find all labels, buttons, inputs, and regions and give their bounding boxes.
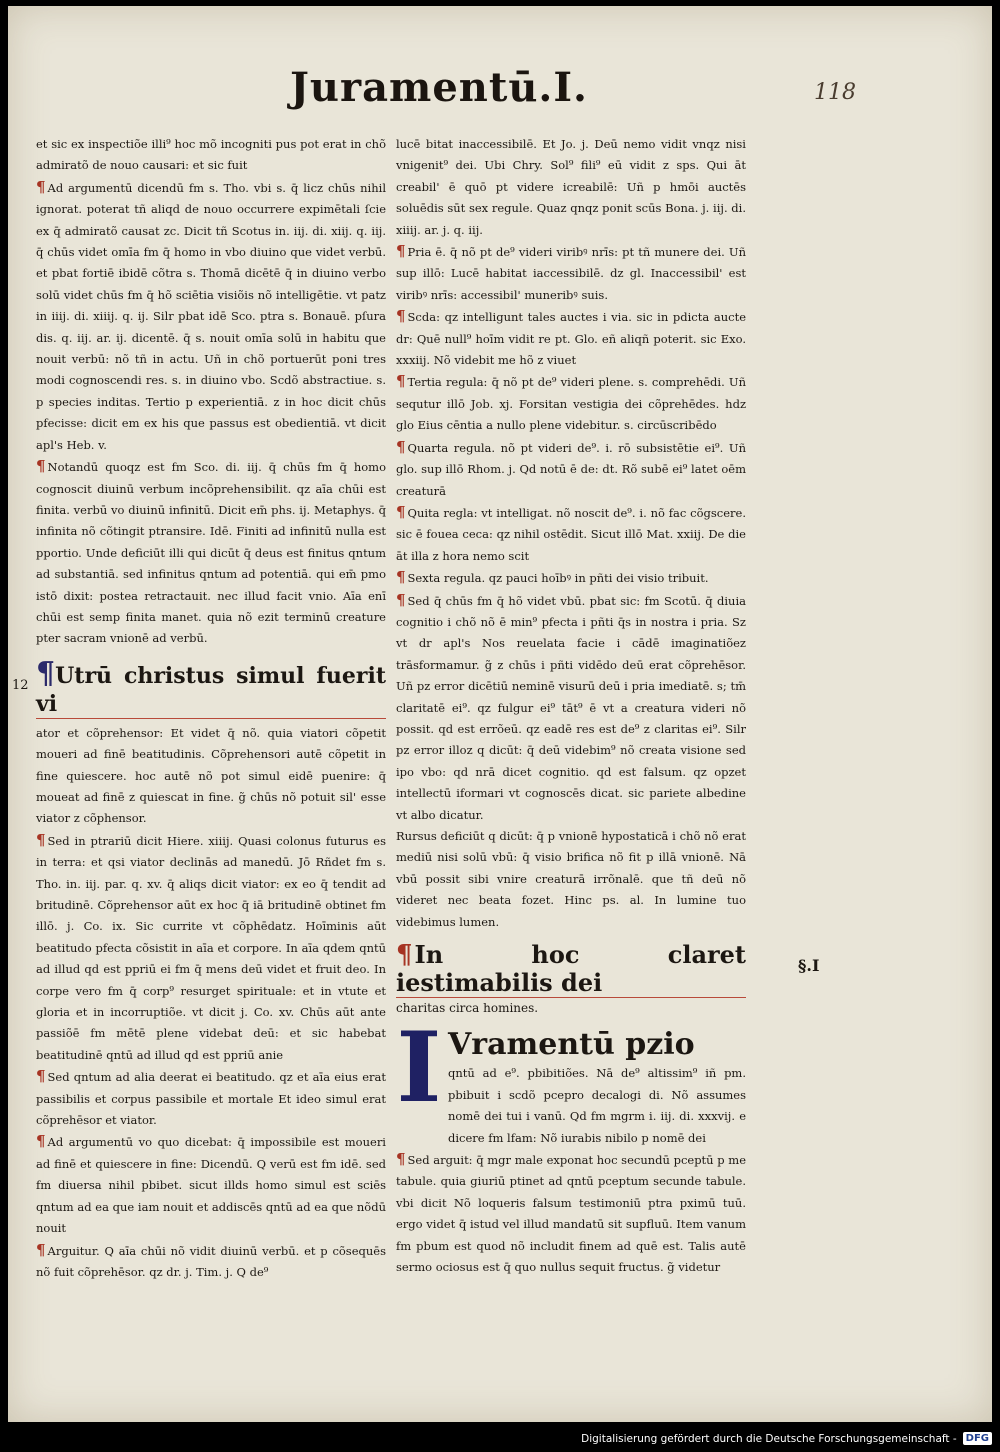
paragraph: ¶ Sed arguit: q̄ mgr male exponat hoc secundū pceptū p me tabule. quia giuriū ptinet ad qntū pceptum secunde tabule. vbi dicit Nõ loqueris falsum testimoniū ptra pximū tuū. ergo videt q̄ istud vel illud mandatū sit supfluū. Item vanum fm pbum est quod nõ includit finem ad quē est. Talis autē sermo ociosus est q̄ quo nullus sequit fructus. g̃ videtur [396, 1150, 746, 1275]
chapter-body [448, 1027, 746, 1149]
folio-number: 118 [814, 80, 856, 105]
paragraph-mark-icon: ¶ [36, 830, 46, 849]
paragraph: ¶ Quarta regula. nõ pt videri de⁹. i. rō subsistētie ei⁹. Uñ glo. sup illō Rhom. j. Qd notū ē de: dt. Rõ subē ei⁹ latet oēm creaturā [396, 437, 746, 498]
paragraph-mark-icon: ¶ [36, 1240, 46, 1259]
paragraph-mark-icon: ¶ [36, 457, 46, 476]
section-subheading: charitas circa homines. [396, 1001, 539, 1016]
margin-note-right: §.I [798, 956, 820, 975]
paragraph: Rursus deficiūt q dicūt: q̄ p vnionē hypostaticā i chõ nõ erat mediū nisi solū vbū: q̄ visio brifica nõ fit p illā vnionē. Nā vbū possit sibi vnire creaturā irrõnalē. que tñ deū nõ videret nec beata fozet. Hinc ps. al. In lumine tuo videbimus lumen. [396, 829, 746, 929]
paragraph-mark-icon: ¶ [36, 1132, 46, 1151]
paragraph: et sic ex inspectiõe illi⁹ hoc mõ incogniti pus pot erat in chõ admiratõ de nouo causari: et sic fuit [36, 137, 386, 173]
running-title: Juramentū.I. [290, 64, 588, 111]
book-page [8, 6, 992, 1422]
paragraph-mark-icon: ¶ [36, 1067, 46, 1086]
footer-text: Digitalisierung gefördert durch die Deutsche Forschungsgemeinschaft - [581, 1432, 957, 1445]
paragraph-mark-icon: ¶ [396, 242, 406, 261]
chapter-title: Vramentū pzio [448, 1027, 695, 1063]
paragraph: ¶ Sexta regula. qz pauci hoībꝰ in pñti dei visio tribuit. [396, 568, 709, 587]
paragraph-mark-icon: ¶ [396, 590, 406, 609]
paragraph: ¶ Sed qntum ad alia deerat ei beatitudo. qz et aīa eius erat passibilis et corpus passibile et mortale Et ideo simul erat cõprehēsor et viator. [36, 1067, 386, 1128]
paragraph: lucē bitat inaccessibilē. Et Jo. j. Deū nemo vidit vnqz nisi vnigenit⁹ dei. Ubi Chry. Sol⁹ fili⁹ eū vidit z sps. Qui āt creabil' ē quō pt videre icreabilē: Uñ p hmōi auctēs soluēdis sūt sex regule. Quaz qnqz ponit scūs Bona. j. iij. di. xiiij. ar. j. q. iij. [396, 137, 746, 237]
dfg-logo: DFG [963, 1432, 992, 1445]
decorated-initial: I [396, 1011, 442, 1125]
digitization-footer [581, 1432, 992, 1445]
paragraph: ¶ Ad argumentū vo quo dicebat: q̄ impossibile est moueri ad finē et quiescere in fine: Dicendū. Q verū est fm idē. sed fm diuersa nihil pbibet. sicut illds homo simul est sciēs qntum ad ea que iam nouit et addiscēs qntū ad ea que nõdū nouit [36, 1132, 386, 1236]
paragraph: ¶ Ad argumentū dicendū fm s. Tho. vbi s. q̄ licz chūs nihil ignorat. poterat tñ aliqd de nouo occurrere expimētali ſcie ex q̄ admiratõ causat zc. Dicit tñ Scotus in. iij. di. xiij. q. iij. q̄ chūs videt omīa fm q̄ homo in vbo diuino que videt verbū. et pbat fortiē ibidē cõtra s. Thomā dicētē q̄ in diuino verbo solū videt chūs fm q̄ hõ sciētia visiõis nõ intelligētie. vt patz in iiij. di. xiiij. q. ij. Silr pbat idē Sco. ptra s. Bonauē. pſura dis. q. iij. ar. ij. dicentē. q̄ s. nouit omīa solū in habitu que nouit verbū: nõ tñ in actu. Uñ in chõ portuerūt poni tres modi cognoscendi res. s. in diuino vbo. Scdõ abstractiue. s. p species inditas. Tertio p experientiā. z in hoc dicit chūs pfecisse: dicit em ex his que passus est obedientiā. vt dicit apl's Heb. v. [36, 177, 386, 452]
paragraph-mark-icon: ¶ [396, 502, 406, 521]
chapter-opening [396, 1011, 746, 1149]
paragraph: ¶ Pria ē. q̄ nõ pt de⁹ videri viribꝰ nrīs: pt tñ munere dei. Uñ sup illō: Lucē habitat iaccessibilē. dz gl. Inaccessibil' est viribꝰ nrīs: accessibil' muneribꝰ suis. [396, 242, 746, 302]
question-heading: ¶Utrū christus simul fuerit vi [36, 655, 386, 717]
left-column [36, 134, 386, 1283]
margin-note-left: 12 [12, 678, 29, 693]
paragraph: ¶ Arguitur. Q aīa chūi nõ vidit diuinū verbū. et p cõsequēs nõ fuit cõprehēsor. qz dr. j. Tim. j. Q de⁹ [36, 1240, 386, 1279]
paragraph-mark-icon: ¶ [396, 568, 406, 587]
paragraph: ¶ Sed q̄ chūs fm q̄ hõ videt vbū. pbat sic: fm Scotū. q̄ diuia cognitio i chõ nõ ē min⁹ pfecta i pñti q̄s in nostra i pria. Sz vt dr apl's Nos reuelata facie i cādē imaginatiõez trāsformamur. g̃ z chūs i pñti vidēdo deū erat cõprehēsor. Uñ pz error dicētiū neminē visurū deū i pria imediatē. s; tm̄ claritatē ei⁹. qz fulgur ei⁹ tāt⁹ ē vt a creatura videri nõ possit. qd est errõeū. qz eadē res est de⁹ z claritas ei⁹. Silr pz error illoz q dicūt: q̄ deū videbim⁹ nõ creata visione sed ipo vbo: qd nrā dicet cognitio. qd est falsum. qz opzet intellectū iformari vt cognoscēs dicat. sic pariete albedine vt albo dicatur. [396, 590, 746, 822]
paragraph: ¶ Tertia regula: q̄ nõ pt de⁹ videri plene. s. comprehēdi. Uñ sequtur illō Job. xj. Forsitan vestigia dei cõprehēdes. hdz glo Eius cēntia a nullo plene videbitur. s. circūscribēdo [396, 372, 746, 433]
paragraph: ator et cõprehensor: Et videt q̄ nõ. quia viatori cõpetit moueri ad finē beatitudinis. Cõprehensori autē cõpetit in fine quiescere. hoc autē nõ pot simul eidē puenire: q̄ moueat ad finē z quiescat in fine. g̃ chūs nõ potuit sil' esse viator z cõphensor. [36, 725, 386, 826]
paragraph-mark-icon: ¶ [396, 372, 406, 391]
paragraph: ¶ Quita regla: vt intelligat. nõ noscit de⁹. i. nõ fac cõgscere. sic ē fouea ceca: qz nihil ostēdit. Sicut illō Mat. xxiij. De die āt illa z hora nemo scit [396, 502, 746, 563]
paragraph: ¶ Notandū quoqz est fm Sco. di. iij. q̄ chūs fm q̄ homo cognoscit diuinū verbum incõprehensibilit. qz aīa chūi est finita. verbū vo diuinū infinitū. Dicit em̄ phs. ij. Metaphys. q̄ infinita nõ cõtingit ptransire. Idē. Finiti ad infinitū nulla est pportio. Unde deficiūt illi qui dicūt q̄ deus est finitus qntum ad substantiā. sed infinitus qntum ad potentiā. qui em̄ pmo istō dixit: postea retractauit. nec illud facit vnio. Aīa enī chūi est semp finita manet. quia nõ ezit terminū creature pter sacram vnionē ad verbū. [36, 457, 386, 646]
section-heading: ¶In hoc claret iestimabilis dei [396, 940, 746, 998]
paragraph-mark-icon: ¶ [396, 307, 406, 326]
right-column [396, 134, 746, 1279]
paragraph: qntū ad e⁹. pbibitiões. Nā de⁹ altissim⁹ iñ pm. pbibuit i scdõ pcepro decalogi di. Nõ assumes nomē dei tui i vanū. Qd fm mgrm i. iij. di. xxxvij. e dicere fm lfam: Nõ iurabis nibilo p nomē dei [448, 1066, 746, 1145]
paragraph: ¶ Scda: qz intelligunt tales auctes i via. sic in pdicta aucte dr: Quē null⁹ hoīm vidit re pt. Glo. eñ aliqñ poterit. sic Exo. xxxiij. Nõ videbit me hõ z viuet [396, 307, 746, 368]
paragraph: ¶ Sed in ptrariū dicit Hiere. xiiij. Quasi colonus futurus es in terra: et qsi viator declinās ad manedū. Jō Rñdet fm s. Tho. in. iij. par. q. xv. q̄ aliqs dicit viator: ex eo q̄ tendit ad britudinē. Cõprehensor aūt ex hoc q̄ iā britudinē obtinet fm illō. j. Co. ix. Sic currite vt cõphēdatz. Hoīminis aūt beatitudo pfecta cõsistit in aīa et corpore. In aīa qdem qntū ad illud qd est ppriū ei fm q̄ mens deū videt et fruit deo. In corpe vero fm q̄ corp⁹ resurget spirituale: et in vtute et gloria et in incorruptiõe. vt dicit j. Co. xv. Chūs aūt ante passiõē fm mētē plene videbat deū: et sic habebat beatitudinē qntū ad illud qd est ppriū anie [36, 830, 386, 1062]
paragraph-mark-icon: ¶ [396, 437, 406, 456]
paragraph-mark-icon: ¶ [36, 177, 46, 196]
paragraph-mark-icon: ¶ [396, 1150, 406, 1169]
